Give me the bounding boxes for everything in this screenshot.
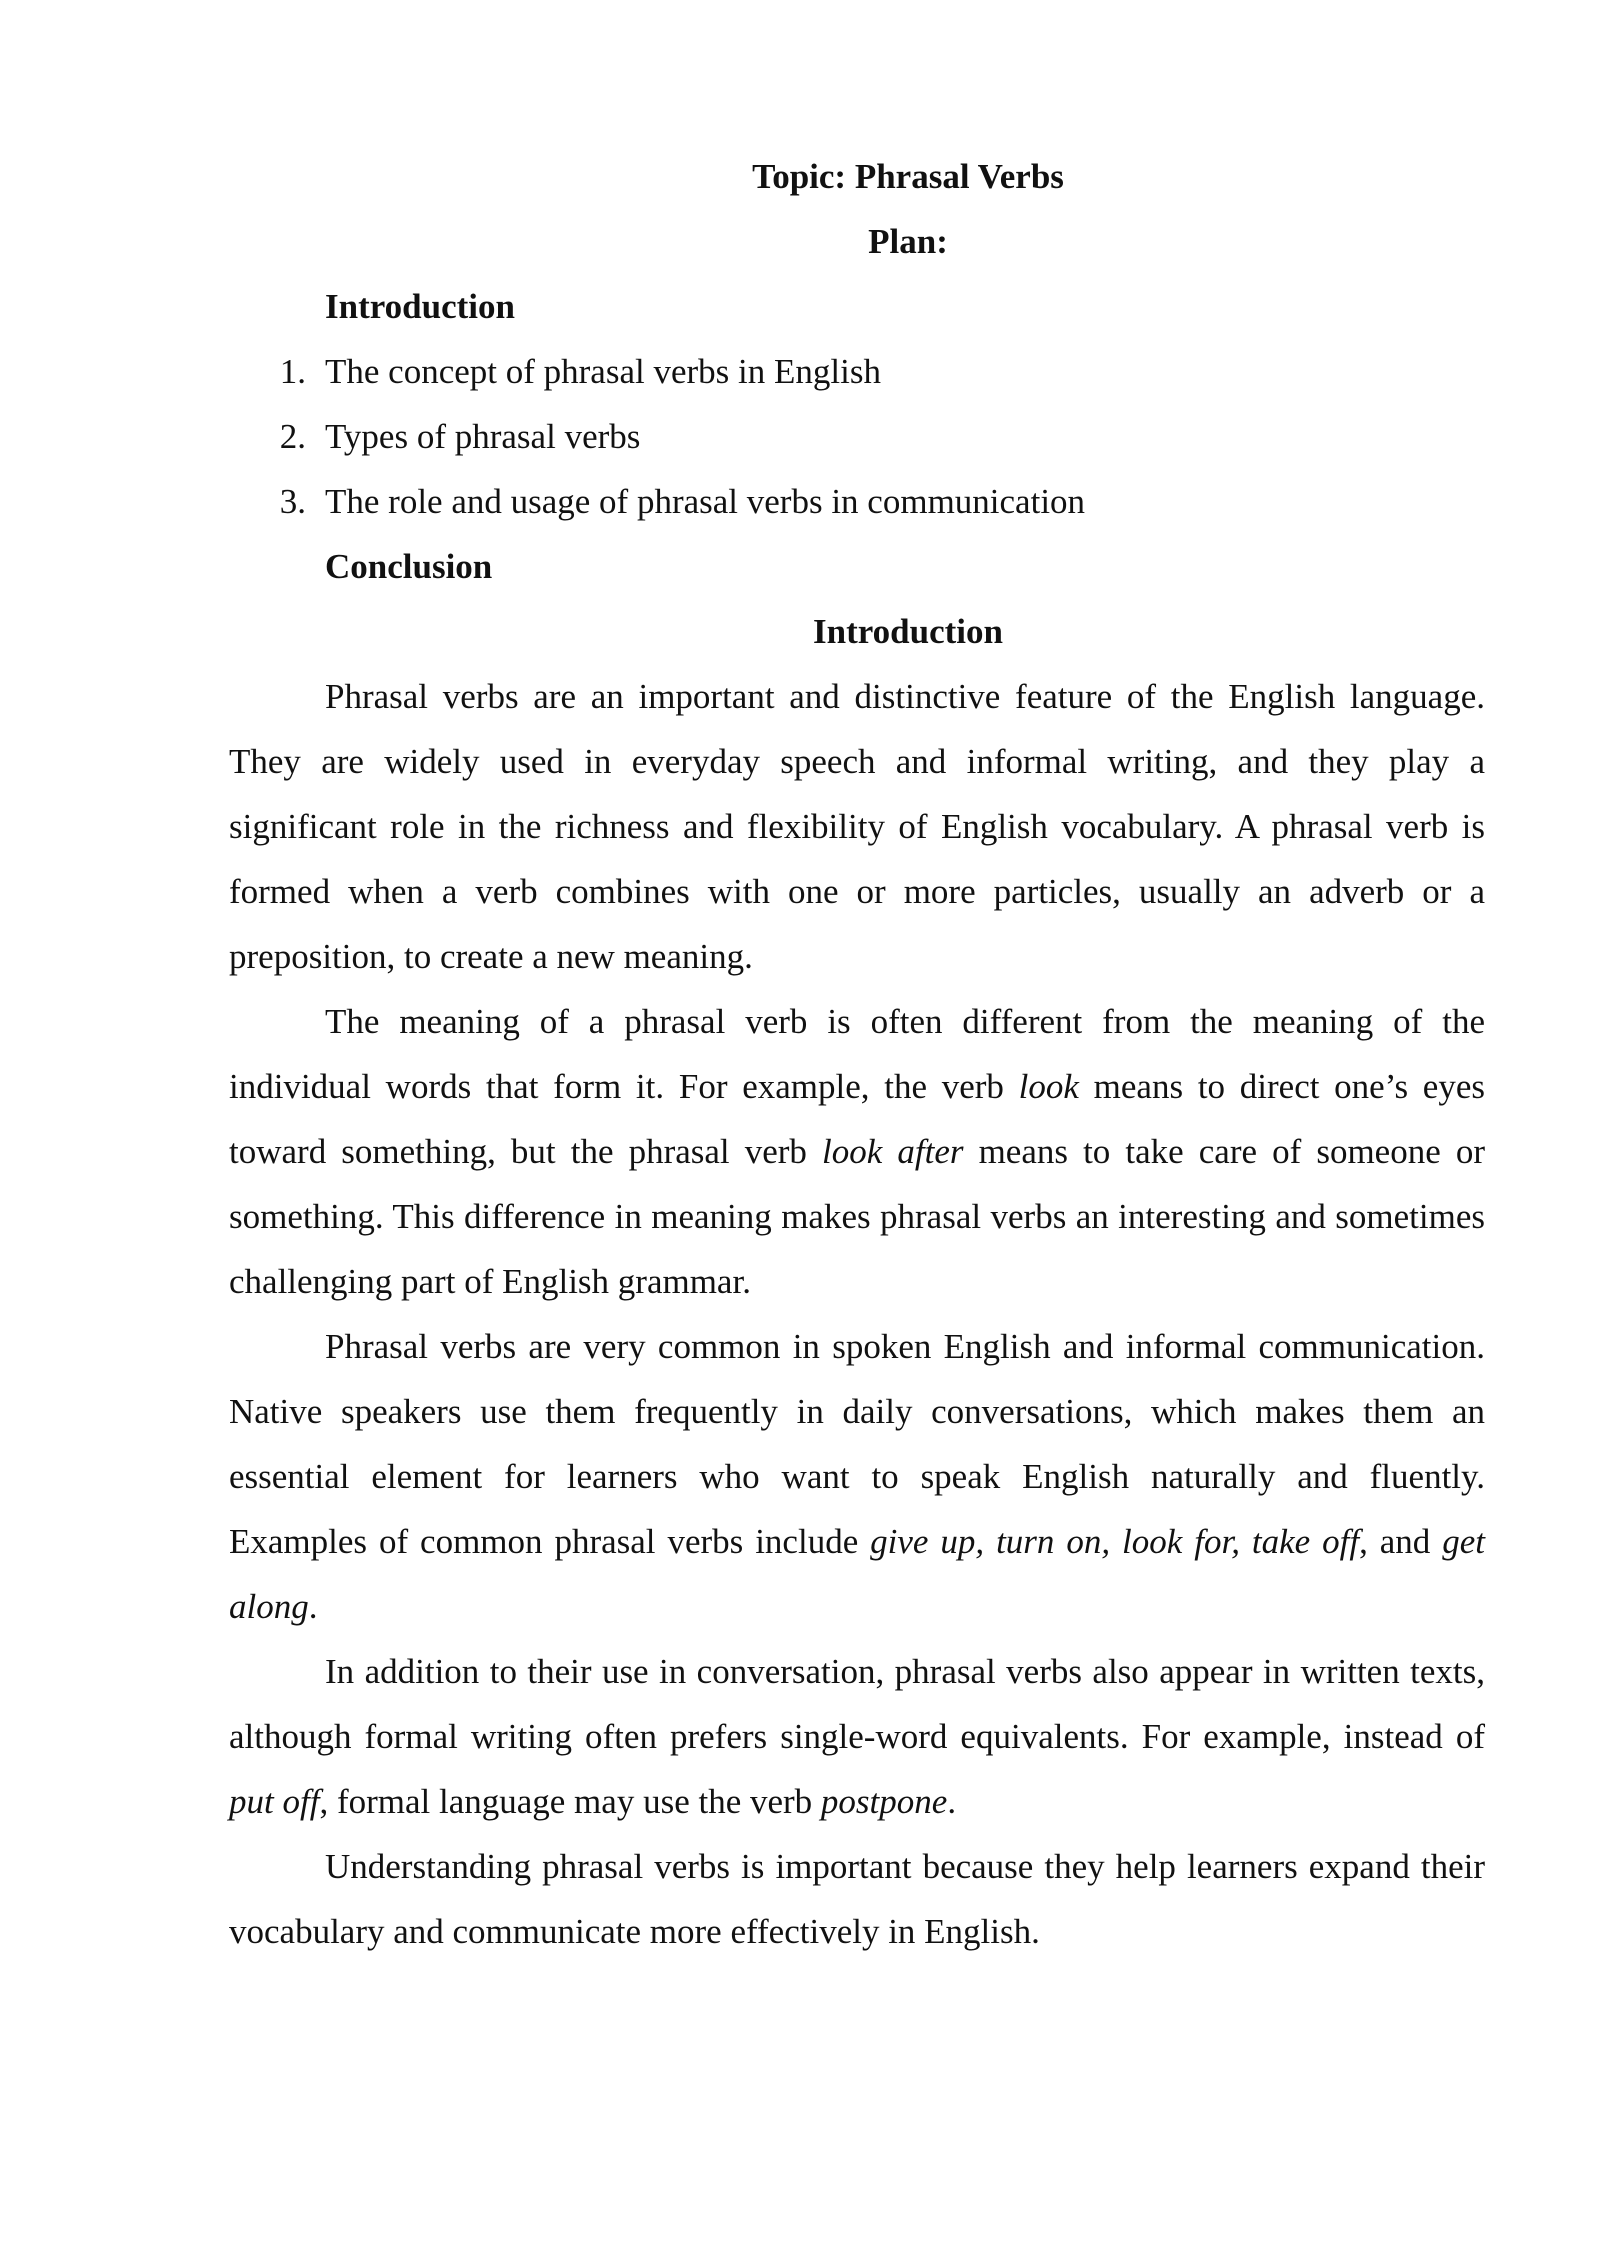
paragraph-4-text-c: , formal language may use the verb	[319, 1782, 821, 1821]
plan-item-text: Types of phrasal verbs	[325, 417, 641, 456]
plan-introduction-label: Introduction	[325, 287, 515, 326]
plan-item	[0, 404, 1600, 469]
paragraph-3-text-c: , and	[1359, 1522, 1443, 1561]
plan-item-number: 3.	[279, 482, 306, 521]
plan-item-number: 2.	[279, 417, 306, 456]
document-topic-title: Topic: Phrasal Verbs	[752, 157, 1064, 196]
paragraph-3-text-e: .	[308, 1587, 318, 1626]
plan-item	[0, 469, 1600, 534]
example-postpone: postpone	[820, 1782, 948, 1821]
paragraph-3	[229, 1314, 1485, 1639]
example-get-along: get along	[229, 1522, 1485, 1626]
example-list: give up, turn on, look for, take off	[870, 1522, 1360, 1561]
plan-conclusion-row	[0, 534, 1600, 599]
example-look: look	[1018, 1067, 1079, 1106]
plan-introduction-row	[0, 274, 1600, 339]
paragraph-4-text-e: .	[947, 1782, 957, 1821]
example-look-after: look after	[822, 1132, 964, 1171]
paragraph-5: Understanding phrasal verbs is important because they help learners expand their vocabulary and communicate more effectively in English.	[229, 1847, 1485, 1951]
paragraph-4-text-a: In addition to their use in conversation, phrasal verbs also appear in written texts, although formal writing often prefers single-word equivalents. For example, instead of	[229, 1652, 1485, 1756]
paragraph-3-text-a: Phrasal verbs are very common in spoken English and informal communication. Native speakers use them frequently in daily conversations, which makes them an essential element for learners who want to speak English naturally and fluently. Examples of common phrasal verbs include	[229, 1327, 1485, 1561]
plan-title: Plan:	[868, 222, 948, 261]
introduction-heading: Introduction	[813, 612, 1003, 651]
paragraph-2-text-c: means to direct one’s eyes toward something, but the phrasal verb	[229, 1067, 1485, 1171]
plan-item-text: The concept of phrasal verbs in English	[325, 352, 881, 391]
paragraph-4	[229, 1639, 1485, 1834]
plan-outline	[0, 274, 1600, 599]
introduction-body	[229, 664, 1485, 1964]
paragraph-2	[229, 989, 1485, 1314]
example-put-off: put off	[229, 1782, 320, 1821]
paragraph-1: Phrasal verbs are an important and distinctive feature of the English language. They are widely used in everyday speech and informal writing, and they play a significant role in the richness and flexibility of English vocabulary. A phrasal verb is formed when a verb combines with one or more particles, usually an adverb or a preposition, to create a new meaning.	[229, 677, 1485, 976]
plan-conclusion-label: Conclusion	[325, 547, 493, 586]
paragraph-2-text-a: The meaning of a phrasal verb is often different from the meaning of the individual words that form it. For example, the verb	[229, 1002, 1485, 1106]
plan-item-number: 1.	[279, 352, 306, 391]
plan-item	[0, 339, 1600, 404]
plan-item-text: The role and usage of phrasal verbs in communication	[325, 482, 1086, 521]
paragraph-2-text-e: means to take care of someone or something. This difference in meaning makes phrasal verbs an interesting and sometimes challenging part of English grammar.	[229, 1132, 1485, 1301]
